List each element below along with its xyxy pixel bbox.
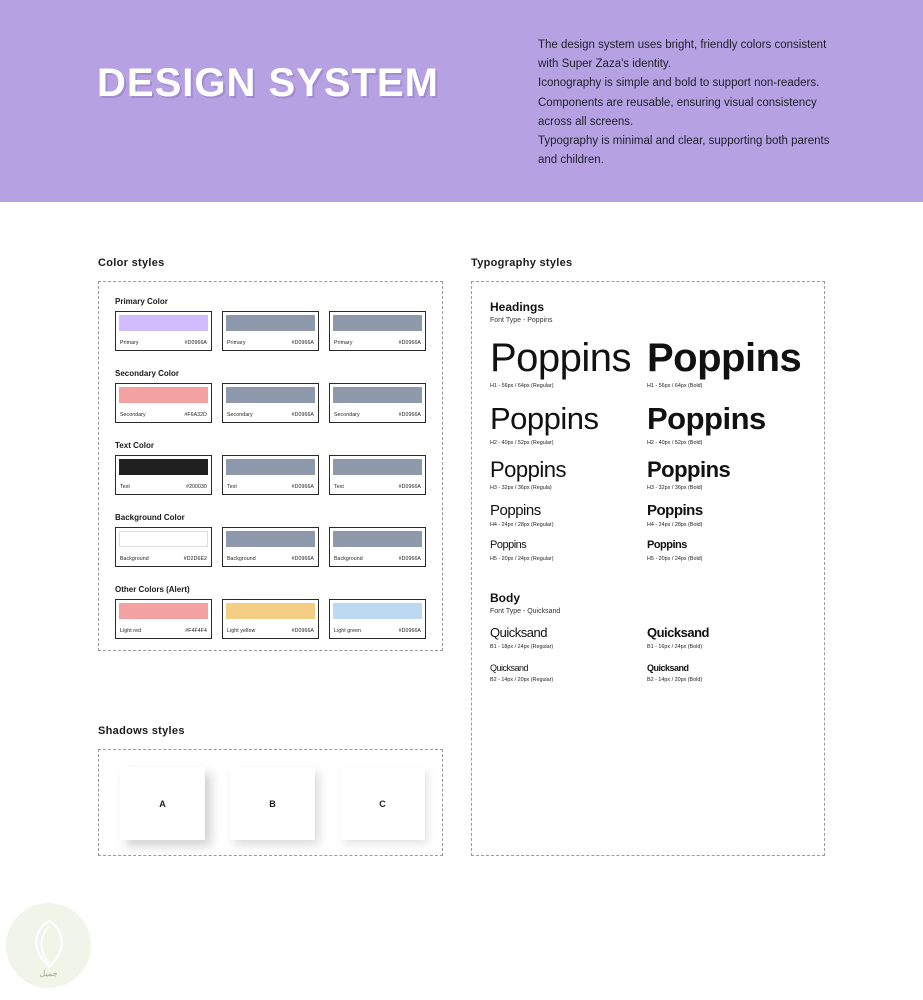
swatch-code: #D0966A (398, 628, 421, 634)
color-group-text (115, 441, 428, 495)
swatch-row (115, 599, 428, 639)
color-swatch[interactable] (115, 527, 212, 567)
shadow-card-label: B (269, 798, 276, 809)
color-swatch[interactable] (115, 455, 212, 495)
shadow-card-a[interactable] (120, 767, 205, 840)
type-sample: Poppins (490, 336, 632, 380)
swatch-fill (333, 315, 422, 331)
swatch-fill (119, 603, 208, 619)
swatch-name: Primary (334, 340, 353, 346)
type-specimen-b1-bold (647, 626, 822, 650)
swatch-fill (226, 315, 315, 331)
color-swatch[interactable] (115, 311, 212, 351)
section-label-color-styles: Color styles (98, 257, 165, 269)
swatch-fill (333, 603, 422, 619)
swatch-name: Text (120, 484, 130, 490)
hero-paragraph-2: Iconography is simple and bold to support non-readers. (538, 77, 820, 90)
swatch-name: Primary (120, 340, 139, 346)
swatch-code: #D0966A (398, 556, 421, 562)
hero-paragraph-4: Typography is minimal and clear, supporting both parents and children. (538, 135, 830, 167)
swatch-code: #200030 (186, 484, 207, 490)
type-specimen-h1-regular (490, 337, 650, 389)
swatch-code: #D0966A (291, 556, 314, 562)
swatch-meta (334, 484, 421, 490)
type-caption: H2 - 40px / 52px (Regular) (490, 439, 554, 446)
type-specimen-h4-bold (647, 503, 822, 529)
section-label-typography-styles: Typography styles (471, 257, 573, 269)
type-specimen-h1-bold (647, 337, 822, 389)
color-group-title: Text Color (115, 441, 154, 450)
color-group-background (115, 513, 428, 567)
type-sample: Poppins (647, 501, 703, 519)
shadow-card-label: A (159, 798, 166, 809)
swatch-fill (226, 603, 315, 619)
type-specimen-b1-regular (490, 626, 650, 650)
swatch-fill (226, 531, 315, 547)
color-group-secondary (115, 369, 428, 423)
swatch-name: Background (334, 556, 363, 562)
color-group-title: Primary Color (115, 297, 168, 306)
type-sample: Quicksand (647, 662, 689, 673)
type-caption: H5 - 20px / 24px (Regular) (490, 555, 554, 562)
type-sample: Quicksand (647, 625, 709, 640)
swatch-name: Text (227, 484, 237, 490)
type-specimen-h2-bold (647, 403, 822, 446)
swatch-name: Light yellow (227, 628, 256, 634)
typography-styles-panel (471, 281, 825, 856)
color-group-title: Secondary Color (115, 369, 180, 378)
swatch-code: #D0966A (398, 340, 421, 346)
swatch-code: #F4F4F4 (185, 628, 207, 634)
headings-column-regular (490, 337, 650, 562)
swatch-meta (334, 628, 421, 634)
section-label-shadows-styles: Shadows styles (98, 725, 185, 737)
swatch-code: #D0966A (184, 340, 207, 346)
color-swatch[interactable] (115, 383, 212, 423)
color-swatch[interactable] (329, 455, 426, 495)
type-caption: H3 - 32px / 36px (Regula) (490, 484, 552, 491)
swatch-code: #F6A32D (184, 412, 207, 418)
swatch-code: #D2D6E2 (183, 556, 207, 562)
shadow-card-b[interactable] (230, 767, 315, 840)
type-caption: B2 - 14px / 20px (Bold) (647, 677, 703, 684)
color-swatch[interactable] (222, 455, 319, 495)
swatch-name: Background (120, 556, 149, 562)
swatch-meta (120, 628, 207, 634)
type-specimen-h3-regular (490, 458, 650, 491)
shadow-card-c[interactable] (340, 767, 425, 840)
type-caption: B1 - 18px / 24px (Regular) (490, 643, 554, 650)
hero-paragraph-1: The design system uses bright, friendly colors consistent with Super Zaza's identity. (538, 39, 827, 71)
watermark (6, 903, 91, 988)
type-specimen-h3-bold (647, 458, 822, 491)
type-sample: Poppins (490, 539, 527, 552)
swatch-fill (119, 459, 208, 475)
type-caption: B1 - 16px / 24px (Bold) (647, 643, 703, 650)
color-swatch[interactable] (222, 527, 319, 567)
type-sample: Poppins (490, 456, 567, 482)
body-column-regular (490, 626, 650, 683)
type-caption: H2 - 40px / 52px (Bold) (647, 439, 703, 446)
typography-body-header (490, 591, 560, 615)
type-sample: Quicksand (490, 662, 529, 673)
headings-column-bold (647, 337, 822, 562)
swatch-name: Primary (227, 340, 246, 346)
swatch-row (115, 311, 428, 351)
color-swatch[interactable] (329, 311, 426, 351)
type-sample: Poppins (647, 456, 731, 482)
hero-banner (0, 0, 923, 202)
headings-font-type: Font Type - Poppins (490, 317, 553, 324)
type-sample: Poppins (490, 501, 541, 519)
type-sample: Poppins (490, 401, 599, 436)
type-sample: Poppins (647, 336, 802, 380)
hero-paragraph-3: Components are reusable, ensuring visual consistency across all screens. (538, 96, 817, 128)
swatch-name: Secondary (334, 412, 360, 418)
color-group-other-alert (115, 585, 428, 639)
swatch-fill (119, 531, 208, 547)
color-group-title: Other Colors (Alert) (115, 585, 190, 594)
swatch-row (115, 383, 428, 423)
swatch-row (115, 455, 428, 495)
headings-title: Headings (490, 300, 545, 314)
color-swatch[interactable] (222, 311, 319, 351)
swatch-meta (227, 556, 314, 562)
swatch-meta (227, 484, 314, 490)
type-caption: H4 - 24px / 28px (Regular) (490, 522, 554, 529)
color-swatch[interactable] (115, 599, 212, 639)
type-sample: Quicksand (490, 625, 547, 640)
page-title: DESIGN SYSTEM (97, 61, 439, 105)
swatch-fill (333, 459, 422, 475)
color-group-primary (115, 297, 428, 351)
color-swatch[interactable] (222, 383, 319, 423)
type-specimen-h5-regular (490, 540, 650, 562)
shadows-styles-panel (98, 749, 443, 856)
swatch-fill (333, 531, 422, 547)
swatch-code: #D0966A (291, 484, 314, 490)
swatch-meta (227, 412, 314, 418)
swatch-code: #D0966A (291, 340, 314, 346)
swatch-fill (119, 387, 208, 403)
swatch-row (115, 527, 428, 567)
swatch-meta (227, 340, 314, 346)
swatch-fill (333, 387, 422, 403)
watermark-text: جميل (39, 969, 58, 978)
swatch-meta (120, 556, 207, 562)
color-swatch[interactable] (329, 527, 426, 567)
swatch-meta (120, 340, 207, 346)
swatch-name: Background (227, 556, 256, 562)
color-group-title: Background Color (115, 513, 185, 522)
swatch-code: #D0966A (398, 484, 421, 490)
type-specimen-b2-bold (647, 664, 822, 683)
swatch-meta (120, 412, 207, 418)
swatch-meta (227, 628, 314, 634)
hero-description (538, 36, 838, 170)
body-font-type: Font Type - Quicksand (490, 608, 561, 615)
color-styles-panel (98, 281, 443, 651)
shadow-card-label: C (379, 798, 386, 809)
color-swatch[interactable] (222, 599, 319, 639)
swatch-name: Secondary (227, 412, 253, 418)
type-sample: Poppins (647, 539, 687, 552)
type-specimen-h2-regular (490, 403, 650, 446)
type-caption: H1 - 56px / 64px (Regular) (490, 383, 554, 389)
body-title: Body (490, 591, 520, 605)
swatch-meta (334, 340, 421, 346)
type-caption: H1 - 56px / 64px (Bold) (647, 383, 703, 389)
body-column-bold (647, 626, 822, 683)
swatch-name: Secondary (120, 412, 146, 418)
type-sample: Poppins (647, 401, 766, 436)
type-specimen-b2-regular (490, 664, 650, 683)
type-caption: H5 - 20px / 24px (Bold) (647, 555, 703, 562)
type-specimen-h5-bold (647, 540, 822, 562)
swatch-code: #D0966A (291, 412, 314, 418)
color-swatch[interactable] (329, 383, 426, 423)
swatch-fill (226, 459, 315, 475)
swatch-meta (120, 484, 207, 490)
typography-headings-header (490, 300, 553, 324)
swatch-name: Light red (120, 628, 142, 634)
swatch-name: Text (334, 484, 344, 490)
swatch-name: Light green (334, 628, 362, 634)
swatch-meta (334, 412, 421, 418)
swatch-code: #D0966A (398, 412, 421, 418)
leaf-icon (27, 919, 71, 969)
type-caption: B2 - 14px / 20px (Regular) (490, 677, 554, 684)
swatch-code: #D0966A (291, 628, 314, 634)
color-swatch[interactable] (329, 599, 426, 639)
swatch-meta (334, 556, 421, 562)
swatch-fill (226, 387, 315, 403)
type-specimen-h4-regular (490, 503, 650, 529)
swatch-fill (119, 315, 208, 331)
type-caption: H4 - 24px / 28px (Bold) (647, 522, 703, 529)
type-caption: H3 - 32px / 36px (Bold) (647, 484, 703, 491)
